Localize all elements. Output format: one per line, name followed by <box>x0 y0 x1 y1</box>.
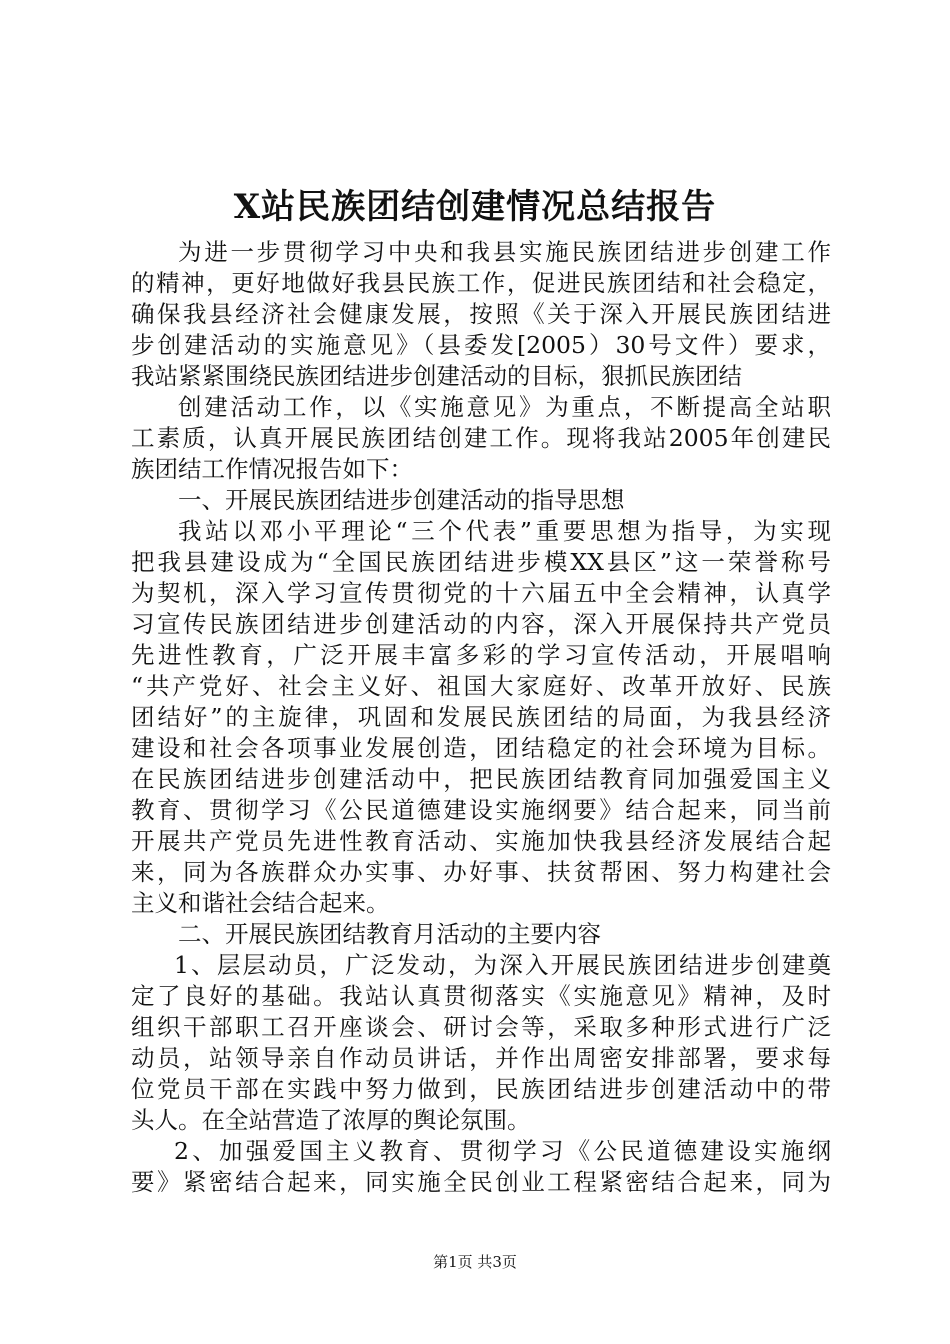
text-line: 位党员干部在实践中努力做到，民族团结进步创建活动中的带 <box>131 1075 831 1103</box>
text-line: 的精神，更好地做好我县民族工作，促进民族团结和社会稳定， <box>131 269 831 297</box>
text-line: 习宣传民族团结进步创建活动的内容，深入开展保持共产党员 <box>131 610 831 638</box>
text-line: 我站紧紧围绕民族团结进步创建活动的目标，狠抓民族团结 <box>131 362 742 390</box>
page-number-footer: 第1页 共3页 <box>433 1253 517 1271</box>
text-line: “共产党好、社会主义好、祖国大家庭好、改革开放好、民族 <box>131 672 831 700</box>
text-line: 动员，站领导亲自作动员讲话，并作出周密安排部署，要求每 <box>131 1044 831 1072</box>
text-line: 2、加强爱国主义教育、贯彻学习《公民道德建设实施纲 <box>174 1137 831 1165</box>
text-line: 团结好”的主旋律，巩固和发展民族团结的局面，为我县经济 <box>131 703 831 731</box>
text-line: 把我县建设成为“全国民族团结进步模XX县区”这一荣誉称号 <box>131 548 831 576</box>
text-line: 开展共产党员先进性教育活动、实施加快我县经济发展结合起 <box>131 827 831 855</box>
document-title: X站民族团结创建情况总结报告 <box>233 187 717 227</box>
document-body <box>131 237 831 1198</box>
text-line: 建设和社会各项事业发展创造，团结稳定的社会环境为目标。 <box>131 734 831 762</box>
text-line: 我站以邓小平理论“三个代表”重要思想为指导，为实现 <box>178 517 831 545</box>
text-line: 工素质，认真开展民族团结创建工作。现将我站2005年创建民 <box>131 424 831 452</box>
text-line: 确保我县经济社会健康发展，按照《关于深入开展民族团结进 <box>131 300 831 328</box>
text-line: 先进性教育，广泛开展丰富多彩的学习宣传活动，开展唱响 <box>131 641 831 669</box>
text-line: 来，同为各族群众办实事、办好事、扶贫帮困、努力构建社会 <box>131 858 831 886</box>
text-line: 创建活动工作，以《实施意见》为重点，不断提高全站职 <box>178 393 831 421</box>
text-line: 为契机，深入学习宣传贯彻党的十六届五中全会精神，认真学 <box>131 579 831 607</box>
text-line: 要》紧密结合起来，同实施全民创业工程紧密结合起来，同为 <box>131 1168 831 1196</box>
text-line: 为进一步贯彻学习中央和我县实施民族团结进步创建工作 <box>178 238 831 266</box>
text-line: 步创建活动的实施意见》（县委发[2005）30号文件）要求， <box>131 331 831 359</box>
text-line: 1、层层动员，广泛发动，为深入开展民族团结进步创建奠 <box>174 951 831 979</box>
text-line: 头人。在全站营造了浓厚的舆论氛围。 <box>131 1106 531 1134</box>
text-line: 组织干部职工召开座谈会、研讨会等，采取多种形式进行广泛 <box>131 1013 831 1041</box>
text-line: 定了良好的基础。我站认真贯彻落实《实施意见》精神，及时 <box>131 982 831 1010</box>
section-heading: 二、开展民族团结教育月活动的主要内容 <box>178 920 601 948</box>
section-heading: 一、开展民族团结进步创建活动的指导思想 <box>178 486 625 514</box>
text-line: 族团结工作情况报告如下： <box>131 455 413 483</box>
text-line: 在民族团结进步创建活动中，把民族团结教育同加强爱国主义 <box>131 765 831 793</box>
text-line: 主义和谐社会结合起来。 <box>131 889 390 917</box>
text-line: 教育、贯彻学习《公民道德建设实施纲要》结合起来，同当前 <box>131 796 831 824</box>
